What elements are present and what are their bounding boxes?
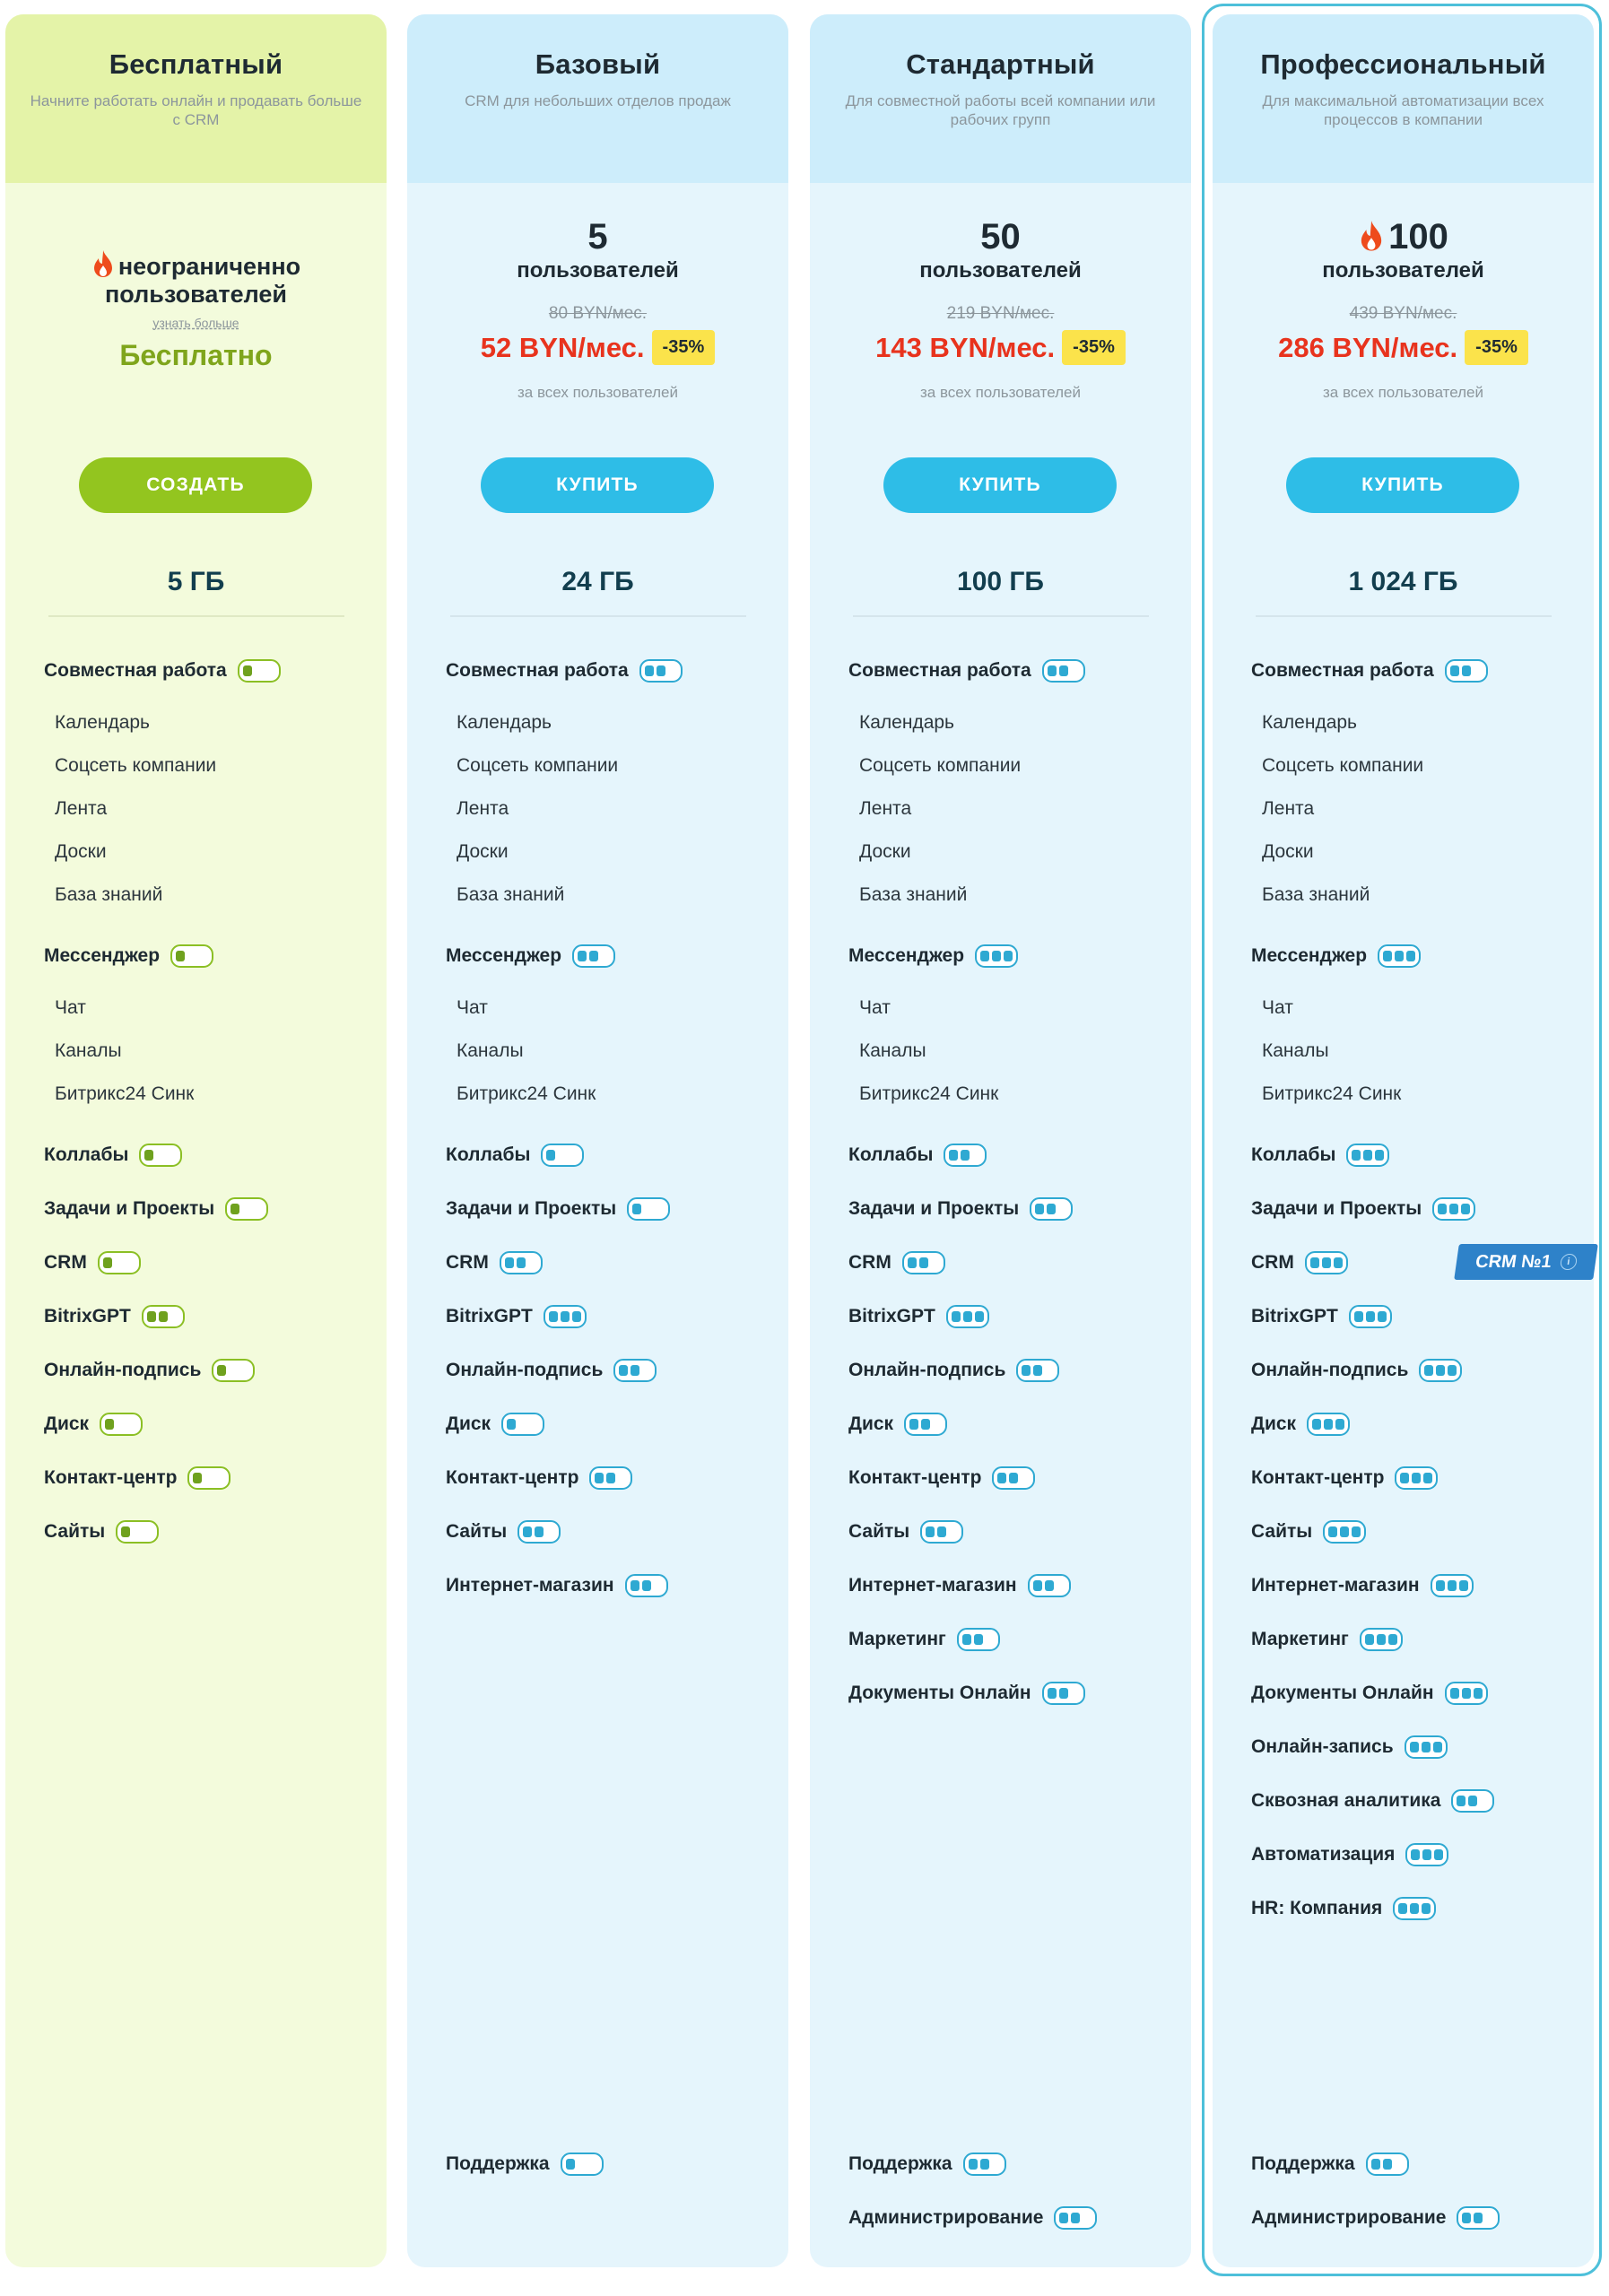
subfeature-feed: Лента xyxy=(457,798,509,819)
feature-disk xyxy=(44,1411,143,1438)
users-unlimited-label: неограниченно xyxy=(117,253,301,280)
flame-icon xyxy=(91,249,115,280)
level-indicator-icon xyxy=(1349,1305,1392,1328)
feature-collabs xyxy=(1251,1142,1389,1169)
feature-tasks xyxy=(446,1196,670,1222)
feature-docs xyxy=(1251,1680,1488,1707)
feature-disk xyxy=(848,1411,947,1438)
level-indicator-icon xyxy=(963,2152,1006,2176)
level-indicator-icon xyxy=(627,1197,670,1221)
feature-disk xyxy=(446,1411,544,1438)
price: 143 BYN/мес. xyxy=(875,331,1056,363)
divider xyxy=(1256,615,1552,617)
level-indicator-icon xyxy=(572,944,615,968)
level-indicator-icon xyxy=(1042,659,1085,683)
plan-card-free xyxy=(5,14,387,2267)
level-indicator-icon xyxy=(625,1574,668,1597)
feature-label: Контакт-центр xyxy=(446,1467,579,1488)
plan-description: Для максимальной автоматизации всех процессов в компании xyxy=(1262,92,1544,128)
buy-button[interactable]: КУПИТЬ xyxy=(481,457,714,513)
plan-name: Бесплатный xyxy=(109,48,283,80)
users-count: 5 xyxy=(587,217,608,257)
feature-messenger xyxy=(1251,943,1421,970)
feature-label: Задачи и Проекты xyxy=(44,1198,215,1219)
feature-booking xyxy=(1251,1734,1448,1761)
subfeature-social: Соцсеть компании xyxy=(1262,755,1424,776)
old-price: 219 BYN/мес. xyxy=(946,304,1055,323)
level-indicator-icon xyxy=(1305,1251,1348,1274)
level-indicator-icon xyxy=(957,1628,1000,1651)
level-indicator-icon xyxy=(589,1466,632,1490)
level-indicator-icon xyxy=(1016,1359,1059,1382)
level-indicator-icon xyxy=(561,2152,604,2176)
subfeature-sync: Битрикс24 Синк xyxy=(55,1083,195,1104)
storage-size: 1 024 ГБ xyxy=(1348,567,1458,596)
level-indicator-icon xyxy=(1042,1682,1085,1705)
feature-support xyxy=(446,2151,604,2178)
feature-label: Контакт-центр xyxy=(1251,1467,1385,1488)
feature-label: BitrixGPT xyxy=(446,1306,533,1326)
level-indicator-icon xyxy=(1419,1359,1462,1382)
feature-contact xyxy=(446,1465,632,1492)
feature-sign xyxy=(1251,1357,1462,1384)
subfeature-channels: Каналы xyxy=(457,1040,524,1061)
level-indicator-icon xyxy=(225,1197,268,1221)
users-block xyxy=(810,215,1191,283)
feature-label: Онлайн-подпись xyxy=(44,1360,202,1380)
level-indicator-icon xyxy=(1323,1520,1366,1544)
level-indicator-icon xyxy=(946,1305,989,1328)
feature-collab xyxy=(446,657,683,684)
feature-crm xyxy=(1251,1249,1348,1276)
discount-badge: -35% xyxy=(1062,330,1126,365)
level-indicator-icon xyxy=(98,1251,141,1274)
level-indicator-icon xyxy=(238,659,281,683)
subfeature-calendar: Календарь xyxy=(457,712,552,733)
feature-gpt xyxy=(446,1303,587,1330)
feature-label: Мессенджер xyxy=(446,945,562,966)
level-indicator-icon xyxy=(501,1413,544,1436)
feature-gpt xyxy=(848,1303,989,1330)
feature-collabs xyxy=(446,1142,584,1169)
feature-sign xyxy=(44,1357,255,1384)
feature-label: Сайты xyxy=(848,1521,910,1542)
users-unlimited xyxy=(5,249,387,281)
storage-size: 5 ГБ xyxy=(167,567,225,596)
subfeature-boards: Доски xyxy=(457,841,509,862)
feature-sites xyxy=(446,1518,561,1545)
plan-header xyxy=(1213,14,1594,183)
feature-label: Маркетинг xyxy=(848,1629,946,1649)
subfeature-social: Соцсеть компании xyxy=(859,755,1022,776)
feature-messenger xyxy=(44,943,213,970)
feature-shop xyxy=(446,1572,668,1599)
crm-badge-label: CRM №1 xyxy=(1474,1251,1553,1272)
feature-shop xyxy=(848,1572,1071,1599)
price-row xyxy=(407,330,788,365)
plan-description: Для совместной работы всей компании или рабочих групп xyxy=(845,92,1156,128)
price-note: за всех пользователей xyxy=(517,384,678,401)
users-label: пользователей xyxy=(517,258,679,283)
feature-label: Поддержка xyxy=(848,2153,952,2174)
level-indicator-icon xyxy=(902,1251,945,1274)
old-price: 80 BYN/мес. xyxy=(548,304,648,323)
subfeature-feed: Лента xyxy=(1262,798,1315,819)
price-row xyxy=(1213,330,1594,365)
subfeature-channels: Каналы xyxy=(1262,1040,1329,1061)
feature-label: Диск xyxy=(1251,1413,1297,1434)
storage-size: 24 ГБ xyxy=(561,567,634,596)
level-indicator-icon xyxy=(170,944,213,968)
create-button[interactable]: СОЗДАТЬ xyxy=(79,457,312,513)
feature-label: Контакт-центр xyxy=(848,1467,982,1488)
feature-label: CRM xyxy=(848,1252,891,1273)
subfeature-kb: База знаний xyxy=(859,884,968,905)
users-block xyxy=(407,215,788,283)
feature-label: Мессенджер xyxy=(1251,945,1368,966)
feature-label: Сайты xyxy=(1251,1521,1313,1542)
users-label: пользователей xyxy=(919,258,1082,283)
users-block xyxy=(5,249,387,372)
feature-label: Администрирование xyxy=(1251,2207,1447,2228)
level-indicator-icon xyxy=(1445,659,1488,683)
feature-label: Онлайн-подпись xyxy=(1251,1360,1409,1380)
level-indicator-icon xyxy=(1451,1789,1494,1813)
feature-marketing xyxy=(1251,1626,1403,1653)
flame-icon xyxy=(1358,220,1385,254)
subfeature-sync: Битрикс24 Синк xyxy=(1262,1083,1402,1104)
level-indicator-icon xyxy=(500,1251,543,1274)
users-label: пользователей xyxy=(104,281,288,308)
price: 286 BYN/мес. xyxy=(1278,331,1458,363)
level-indicator-icon xyxy=(1405,1843,1448,1866)
subfeature-kb: База знаний xyxy=(55,884,163,905)
crm-number-one-badge[interactable] xyxy=(1454,1244,1598,1280)
feature-label: Коллабы xyxy=(1251,1144,1336,1165)
feature-collabs xyxy=(44,1142,182,1169)
users-count xyxy=(1213,215,1594,258)
feature-automation xyxy=(1251,1841,1448,1868)
plan-description: Начните работать онлайн и продавать больше с CRM xyxy=(30,92,362,128)
level-indicator-icon xyxy=(975,944,1018,968)
feature-sites xyxy=(1251,1518,1366,1545)
feature-label: Онлайн-подпись xyxy=(848,1360,1006,1380)
plan-header xyxy=(810,14,1191,183)
subfeature-chat: Чат xyxy=(859,997,891,1018)
subfeature-social: Соцсеть компании xyxy=(55,755,217,776)
subfeature-kb: База знаний xyxy=(1262,884,1370,905)
feature-label: Диск xyxy=(44,1413,90,1434)
level-indicator-icon xyxy=(904,1413,947,1436)
divider xyxy=(48,615,344,617)
feature-label: BitrixGPT xyxy=(44,1306,131,1326)
feature-label: Онлайн-запись xyxy=(1251,1736,1394,1757)
feature-gpt xyxy=(44,1303,185,1330)
level-indicator-icon xyxy=(116,1520,159,1544)
feature-admin xyxy=(1251,2205,1500,2231)
level-indicator-icon xyxy=(1432,1197,1475,1221)
feature-admin xyxy=(848,2205,1097,2231)
subfeature-kb: База знаний xyxy=(457,884,565,905)
users-block xyxy=(1213,215,1594,283)
feature-messenger xyxy=(848,943,1018,970)
feature-label: Контакт-центр xyxy=(44,1467,178,1488)
feature-label: Задачи и Проекты xyxy=(1251,1198,1422,1219)
feature-label: Совместная работа xyxy=(446,660,629,681)
subfeature-boards: Доски xyxy=(1262,841,1314,862)
level-indicator-icon xyxy=(1346,1144,1389,1167)
feature-support xyxy=(848,2151,1006,2178)
plan-card-basic xyxy=(407,14,788,2267)
feature-label: Поддержка xyxy=(1251,2153,1355,2174)
feature-label: Интернет-магазин xyxy=(848,1575,1017,1596)
plan-name: Стандартный xyxy=(906,48,1095,80)
feature-marketing xyxy=(848,1626,1000,1653)
feature-sign xyxy=(446,1357,657,1384)
feature-label: Автоматизация xyxy=(1251,1844,1396,1865)
price-free: Бесплатно xyxy=(119,339,273,371)
level-indicator-icon xyxy=(1028,1574,1071,1597)
feature-label: Диск xyxy=(446,1413,491,1434)
feature-label: Документы Онлайн xyxy=(848,1683,1031,1703)
feature-label: Мессенджер xyxy=(44,945,161,966)
info-icon[interactable]: i xyxy=(1560,1254,1579,1270)
subfeature-sync: Битрикс24 Синк xyxy=(457,1083,596,1104)
level-indicator-icon xyxy=(1054,2206,1097,2230)
feature-crm xyxy=(44,1249,141,1276)
feature-crm xyxy=(446,1249,543,1276)
feature-label: Диск xyxy=(848,1413,894,1434)
discount-badge: -35% xyxy=(652,330,716,365)
feature-label: Администрирование xyxy=(848,2207,1044,2228)
feature-support xyxy=(1251,2151,1409,2178)
feature-label: Задачи и Проекты xyxy=(848,1198,1020,1219)
feature-label: BitrixGPT xyxy=(1251,1306,1338,1326)
feature-label: Сайты xyxy=(446,1521,508,1542)
level-indicator-icon xyxy=(1378,944,1421,968)
feature-label: HR: Компания xyxy=(1251,1898,1383,1918)
subfeature-calendar: Календарь xyxy=(55,712,150,733)
subfeature-feed: Лента xyxy=(55,798,108,819)
plan-header xyxy=(407,14,788,183)
feature-gpt xyxy=(1251,1303,1392,1330)
subfeature-sync: Битрикс24 Синк xyxy=(859,1083,999,1104)
learn-more-link[interactable]: узнать больше xyxy=(152,316,239,330)
subfeature-boards: Доски xyxy=(859,841,911,862)
feature-label: Документы Онлайн xyxy=(1251,1683,1434,1703)
subfeature-channels: Каналы xyxy=(55,1040,122,1061)
subfeature-calendar: Календарь xyxy=(1262,712,1357,733)
plan-name: Профессиональный xyxy=(1260,48,1546,80)
feature-label: Коллабы xyxy=(44,1144,129,1165)
feature-label: Коллабы xyxy=(446,1144,531,1165)
feature-label: Онлайн-подпись xyxy=(446,1360,604,1380)
subfeature-chat: Чат xyxy=(55,997,86,1018)
level-indicator-icon xyxy=(1457,2206,1500,2230)
level-indicator-icon xyxy=(1366,2152,1409,2176)
storage-size: 100 ГБ xyxy=(957,567,1044,596)
feature-hr xyxy=(1251,1895,1436,1922)
feature-label: Совместная работа xyxy=(848,660,1031,681)
feature-docs xyxy=(848,1680,1085,1707)
plan-name: Базовый xyxy=(535,48,661,80)
users-label: пользователей xyxy=(1322,258,1484,283)
feature-analytics xyxy=(1251,1787,1494,1814)
level-indicator-icon xyxy=(1395,1466,1438,1490)
level-indicator-icon xyxy=(639,659,683,683)
level-indicator-icon xyxy=(517,1520,561,1544)
price-note: за всех пользователей xyxy=(1322,384,1483,401)
feature-label: Коллабы xyxy=(848,1144,934,1165)
subfeature-chat: Чат xyxy=(1262,997,1293,1018)
price-row xyxy=(810,330,1191,365)
feature-collab xyxy=(848,657,1085,684)
feature-contact xyxy=(848,1465,1035,1492)
plan-header xyxy=(5,14,387,183)
level-indicator-icon xyxy=(992,1466,1035,1490)
feature-tasks xyxy=(44,1196,268,1222)
level-indicator-icon xyxy=(100,1413,143,1436)
subfeature-chat: Чат xyxy=(457,997,488,1018)
level-indicator-icon xyxy=(1307,1413,1350,1436)
feature-crm xyxy=(848,1249,945,1276)
level-indicator-icon xyxy=(1405,1735,1448,1759)
feature-tasks xyxy=(848,1196,1073,1222)
feature-label: Поддержка xyxy=(446,2153,550,2174)
feature-collab xyxy=(1251,657,1488,684)
feature-label: CRM xyxy=(446,1252,489,1273)
level-indicator-icon xyxy=(1393,1897,1436,1920)
feature-label: Интернет-магазин xyxy=(446,1575,614,1596)
buy-button[interactable]: КУПИТЬ xyxy=(1286,457,1519,513)
subfeature-channels: Каналы xyxy=(859,1040,926,1061)
feature-label: Совместная работа xyxy=(44,660,227,681)
subfeature-calendar: Календарь xyxy=(859,712,954,733)
level-indicator-icon xyxy=(541,1144,584,1167)
feature-label: CRM xyxy=(44,1252,87,1273)
level-indicator-icon xyxy=(1445,1682,1488,1705)
level-indicator-icon xyxy=(920,1520,963,1544)
feature-messenger xyxy=(446,943,615,970)
feature-label: Задачи и Проекты xyxy=(446,1198,617,1219)
feature-label: Сквозная аналитика xyxy=(1251,1790,1441,1811)
feature-shop xyxy=(1251,1572,1474,1599)
price-note: за всех пользователей xyxy=(919,384,1081,401)
subfeature-feed: Лента xyxy=(859,798,912,819)
feature-tasks xyxy=(1251,1196,1475,1222)
divider xyxy=(853,615,1149,617)
feature-contact xyxy=(1251,1465,1438,1492)
feature-label: Интернет-магазин xyxy=(1251,1575,1420,1596)
level-indicator-icon xyxy=(187,1466,230,1490)
level-indicator-icon xyxy=(139,1144,182,1167)
level-indicator-icon xyxy=(1431,1574,1474,1597)
level-indicator-icon xyxy=(1360,1628,1403,1651)
feature-disk xyxy=(1251,1411,1350,1438)
buy-button[interactable]: КУПИТЬ xyxy=(883,457,1117,513)
divider xyxy=(450,615,746,617)
feature-label: Маркетинг xyxy=(1251,1629,1349,1649)
plan-card-professional xyxy=(1213,14,1594,2267)
feature-label: CRM xyxy=(1251,1252,1294,1273)
level-indicator-icon xyxy=(212,1359,255,1382)
feature-sites xyxy=(44,1518,159,1545)
discount-badge: -35% xyxy=(1465,330,1528,365)
level-indicator-icon xyxy=(944,1144,987,1167)
feature-label: Мессенджер xyxy=(848,945,965,966)
level-indicator-icon xyxy=(544,1305,587,1328)
level-indicator-icon xyxy=(142,1305,185,1328)
feature-sign xyxy=(848,1357,1059,1384)
level-indicator-icon xyxy=(1030,1197,1073,1221)
feature-collab xyxy=(44,657,281,684)
level-indicator-icon xyxy=(613,1359,657,1382)
feature-label: Сайты xyxy=(44,1521,106,1542)
subfeature-social: Соцсеть компании xyxy=(457,755,619,776)
subfeature-boards: Доски xyxy=(55,841,107,862)
feature-contact xyxy=(44,1465,230,1492)
feature-label: Совместная работа xyxy=(1251,660,1434,681)
plan-description: CRM для небольших отделов продаж xyxy=(465,92,731,109)
old-price: 439 BYN/мес. xyxy=(1349,304,1457,323)
feature-label: BitrixGPT xyxy=(848,1306,935,1326)
plan-card-standard xyxy=(810,14,1191,2267)
users-count-value: 100 xyxy=(1388,217,1448,257)
feature-collabs xyxy=(848,1142,987,1169)
users-count: 50 xyxy=(980,217,1021,257)
feature-sites xyxy=(848,1518,963,1545)
price: 52 BYN/мес. xyxy=(480,331,645,363)
